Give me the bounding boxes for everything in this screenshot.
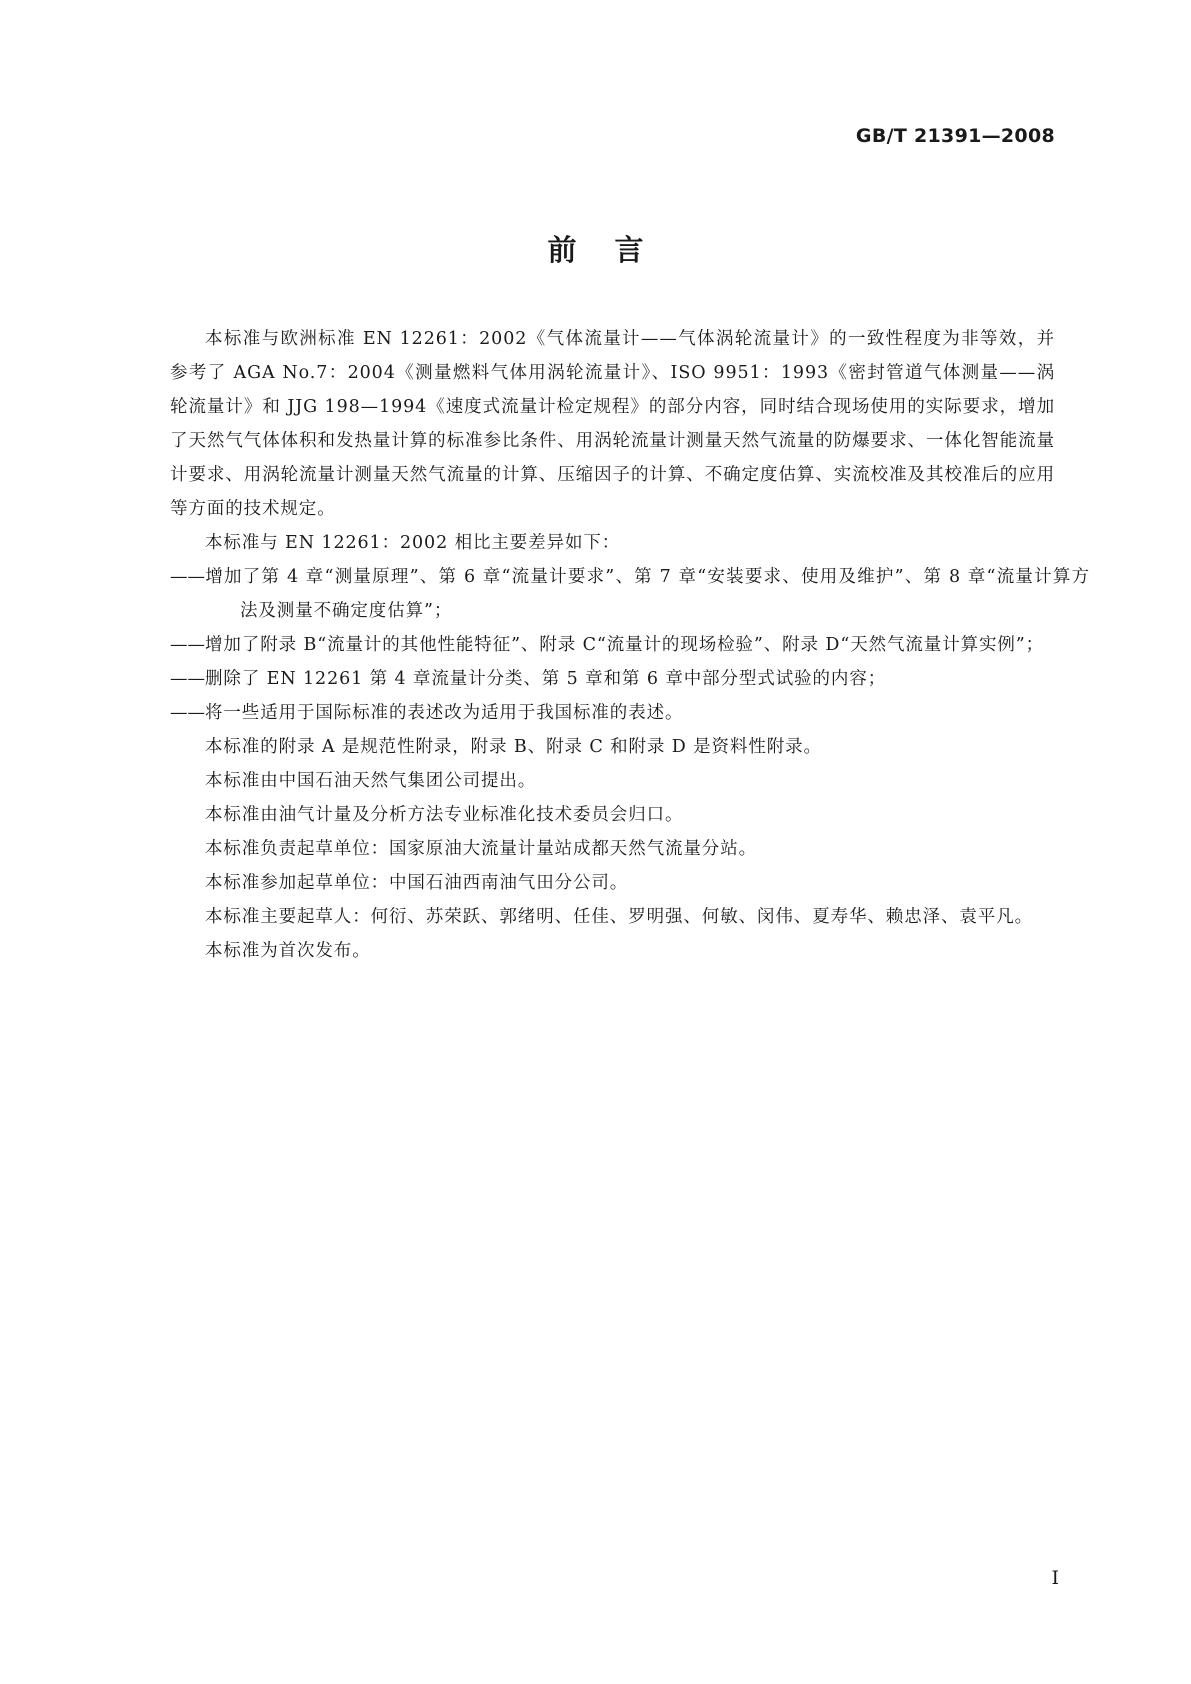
paragraph-participating-drafter: 本标准参加起草单位：中国石油西南油气田分公司。 xyxy=(205,873,629,893)
paragraph-first-release: 本标准为首次发布。 xyxy=(205,941,371,961)
page-number: I xyxy=(1051,1567,1059,1589)
paragraph-drafters: 本标准主要起草人：何衍、苏荣跃、郭绪明、任佳、罗明强、何敏、闵伟、夏寿华、赖忠泽、袁平凡。 xyxy=(205,907,1033,927)
paragraph-scope: 本标准与欧洲标准 EN 12261：2002《气体流量计——气体涡轮流量计》的一致性程度为非等效，并参考了 AGA No.7：2004《测量燃料气体用涡轮流量计》、ISO 9951：1993《密封管道气体测量——涡轮流量计》和 JJG 198—1994《速度式流量计检定规程》的部分内容，同时结合现场使用的实际要求，增加了天然气气体体积和发热量计算的标准参比条件、用涡轮流量计测量天然气流量的防爆要求、一体化智能流量计要求、用涡轮流量计测量天然气流量的计算、压缩因子的计算、不确定度估算、实流校准及其校准后的应用等方面的技术规定。 xyxy=(170,329,1055,519)
paragraph-proposer: 本标准由中国石油天然气集团公司提出。 xyxy=(205,771,537,791)
page-title: 前言 xyxy=(547,233,682,267)
standard-number: GB/T 21391—2008 xyxy=(855,125,1055,147)
foreword-body xyxy=(170,322,1090,968)
list-item-text: 删除了 EN 12261 第 4 章流量计分类、第 5 章和第 6 章中部分型式试验的内容； xyxy=(205,669,887,689)
paragraph-annexes: 本标准的附录 A 是规范性附录，附录 B、附录 C 和附录 D 是资料性附录。 xyxy=(205,737,822,757)
list-item: ——将一些适用于国际标准的表述改为适用于我国标准的表述。 xyxy=(170,703,684,723)
list-item: ——增加了第 4 章“测量原理”、第 6 章“流量计要求”、第 7 章“安装要求、使用及维护”、第 8 章“流量计算方法及测量不确定度估算”； xyxy=(170,567,1090,621)
list-item-text: 增加了第 4 章“测量原理”、第 6 章“流量计要求”、第 7 章“安装要求、使用及维护”、第 8 章“流量计算方法及测量不确定度估算”； xyxy=(205,567,1090,621)
list-item-text: 增加了附录 B“流量计的其他性能特征”、附录 C“流量计的现场检验”、附录 D“天然气流量计算实例”； xyxy=(205,635,1045,655)
paragraph-differences-intro: 本标准与 EN 12261：2002 相比主要差异如下： xyxy=(205,533,621,553)
paragraph-technical-committee: 本标准由油气计量及分析方法专业标准化技术委员会归口。 xyxy=(205,805,684,825)
list-item-text: 将一些适用于国际标准的表述改为适用于我国标准的表述。 xyxy=(205,703,684,723)
list-item: ——增加了附录 B“流量计的其他性能特征”、附录 C“流量计的现场检验”、附录 D“天然气流量计算实例”； xyxy=(170,635,1045,655)
paragraph-lead-drafter: 本标准负责起草单位：国家原油大流量计量站成都天然气流量分站。 xyxy=(205,839,757,859)
list-item: ——删除了 EN 12261 第 4 章流量计分类、第 5 章和第 6 章中部分型式试验的内容； xyxy=(170,669,887,689)
